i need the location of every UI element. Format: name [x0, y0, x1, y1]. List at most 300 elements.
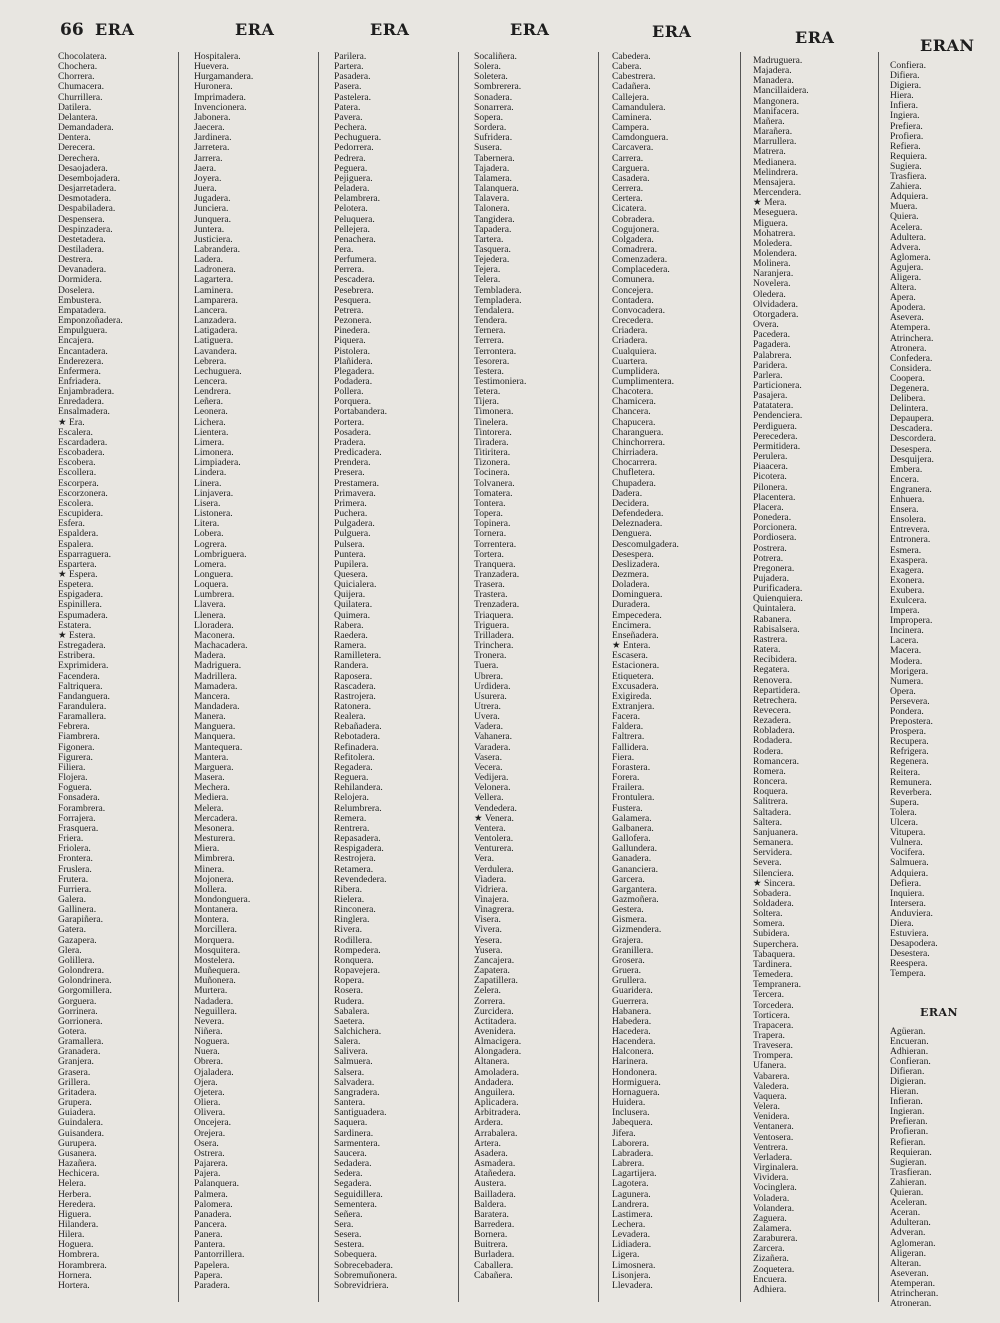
word-entry: Carguera.	[612, 162, 650, 174]
page-number: 66	[60, 20, 84, 40]
word-entry: Colgadera.	[612, 233, 654, 245]
word-entry: Anguilera.	[474, 1086, 515, 1098]
word-entry: Despensera.	[58, 213, 105, 225]
word-entry: Pulgadera.	[334, 518, 375, 530]
word-entry: Pulguera.	[334, 528, 371, 540]
word-entry: Destiladera.	[58, 243, 105, 255]
word-entry: Llavera.	[194, 599, 226, 611]
word-entry: Triaquera.	[474, 609, 514, 621]
word-entry: Digiera.	[890, 80, 922, 92]
word-entry: Herbera.	[58, 1188, 92, 1200]
word-entry: Gorrionera.	[58, 1015, 103, 1027]
word-entry: Tetera.	[474, 386, 501, 398]
word-entry: Lencera.	[194, 376, 228, 387]
word-entry: Desespera.	[612, 548, 654, 560]
word-entry: ★ Venera.	[474, 812, 514, 824]
word-entry: Vasera.	[474, 751, 502, 763]
word-entry: Pechera.	[334, 122, 367, 134]
word-entry: Hacedera.	[612, 1026, 651, 1037]
word-entry: Vera.	[474, 853, 494, 865]
word-entry: Chirriadera.	[612, 447, 659, 459]
word-entry: Aceran.	[890, 1207, 921, 1219]
word-entry: Encueran.	[890, 1035, 929, 1047]
word-entry: Habedera.	[612, 1015, 652, 1027]
word-entry: Rezadera.	[753, 715, 792, 727]
word-entry: Gatera.	[58, 924, 86, 936]
word-entry: Aseveran.	[890, 1267, 929, 1279]
word-entry: Adquiera.	[890, 191, 929, 203]
word-entry: Topera.	[474, 508, 503, 520]
word-entry: Pantera.	[194, 1239, 226, 1251]
word-entry: Guerrera.	[612, 995, 649, 1007]
word-entry: Fandanguera.	[58, 690, 110, 702]
word-entry: Escalera.	[58, 426, 93, 438]
word-entry: Masera.	[194, 772, 225, 784]
word-list	[194, 52, 316, 1291]
word-entry: Palanquera.	[194, 1178, 240, 1190]
word-entry: Ronquera.	[334, 954, 374, 966]
word-entry: Cogujonera.	[612, 223, 660, 235]
word-entry: Destetadera.	[58, 233, 106, 245]
word-entry: Vidriera.	[474, 883, 508, 895]
word-entry: Gruera.	[612, 965, 642, 977]
word-entry: Rodadera.	[753, 735, 793, 747]
word-entry: Salivera.	[334, 1046, 368, 1058]
word-entry: Deslizadera.	[612, 558, 660, 570]
word-entry: Escorpera.	[58, 477, 99, 489]
section-subheading: ERAN	[920, 1005, 959, 1019]
word-entry: Ingiera.	[890, 110, 920, 122]
word-entry: Arbitradera.	[474, 1107, 521, 1119]
word-entry: Escobera.	[58, 457, 96, 469]
word-entry: Rastrojera.	[334, 690, 376, 702]
word-entry: Tuera.	[474, 660, 499, 672]
word-entry: Plegadera.	[334, 365, 375, 377]
word-entry: Regenera.	[890, 756, 929, 768]
word-entry: Limera.	[194, 436, 225, 448]
word-entry: Heredera.	[58, 1198, 96, 1210]
word-entry: Quiera.	[890, 211, 919, 223]
word-entry: Zahiera.	[890, 181, 922, 193]
word-entry: Manadera.	[753, 75, 794, 87]
word-entry: Ringlera.	[334, 914, 370, 926]
word-entry: Perrera.	[334, 264, 365, 276]
word-entry: Opera.	[890, 685, 916, 697]
word-entry: Harinera.	[612, 1056, 648, 1068]
word-entry: Linera.	[194, 477, 222, 489]
word-entry: Sabalera.	[334, 1005, 370, 1017]
word-entry: Osera.	[194, 1137, 219, 1149]
word-entry: Tesorera.	[474, 355, 510, 367]
word-entry: Melera.	[194, 802, 224, 814]
word-entry: Ratera.	[753, 644, 781, 656]
word-entry: Escobadera.	[58, 447, 105, 459]
word-entry: Torticera.	[753, 1009, 790, 1021]
word-entry: Soltera.	[753, 908, 783, 920]
word-entry: Digieran.	[890, 1076, 926, 1087]
word-entry: Purificadera.	[753, 583, 803, 595]
word-entry: Saquera.	[334, 1117, 368, 1129]
column-head-7: ERAN	[920, 36, 975, 55]
word-entry: Repartidera.	[753, 684, 801, 696]
word-entry: Tempranera.	[753, 979, 802, 991]
word-entry: Maconera.	[194, 629, 235, 641]
word-entry: Velera.	[753, 1101, 780, 1113]
word-entry: Avenidera.	[474, 1026, 516, 1037]
word-entry: Dormidera.	[58, 274, 102, 286]
word-entry: Revecera.	[753, 705, 792, 716]
word-entry: Niñera.	[194, 1026, 223, 1037]
word-entry: Estregadera.	[58, 640, 106, 652]
word-entry: Verladera.	[753, 1151, 793, 1163]
word-entry: Adquiera.	[890, 867, 929, 879]
word-entry: Matrera.	[753, 146, 786, 158]
word-entry: Ganadera.	[612, 853, 652, 865]
word-entry: Aceleran.	[890, 1197, 928, 1209]
word-entry: Tabaquera.	[753, 948, 796, 960]
word-list	[474, 52, 596, 1281]
word-entry: Montanera.	[194, 904, 238, 916]
word-entry: Renovera.	[753, 674, 793, 686]
word-entry: Desquijera.	[890, 453, 934, 465]
word-entry: Pagadera.	[753, 339, 791, 351]
word-entry: Saltadera.	[753, 806, 792, 818]
word-entry: Pajera.	[194, 1168, 221, 1180]
word-entry: Reitera.	[890, 766, 921, 778]
word-entry: Plañidera.	[334, 355, 373, 367]
word-entry: Cuartera.	[612, 355, 648, 367]
word-entry: Mondonguera.	[194, 893, 251, 905]
word-entry: Trasfieran.	[890, 1166, 932, 1178]
word-entry: Cumplidera.	[612, 365, 660, 377]
word-entry: Muñequera.	[194, 965, 241, 977]
column-head-4: ERA	[510, 20, 550, 39]
word-entry: Podadera.	[334, 376, 373, 387]
word-entry: Patera.	[334, 101, 361, 113]
word-entry: Extranjera.	[612, 701, 655, 712]
word-entry: Granillera.	[612, 944, 654, 956]
word-entry: Tempera.	[890, 968, 926, 980]
word-entry: Mercadera.	[194, 812, 238, 824]
word-entry: Pollera.	[334, 386, 364, 398]
word-entry: Fiambrera.	[58, 731, 100, 743]
word-entry: Tajadera.	[474, 162, 510, 174]
word-entry: Sera.	[334, 1218, 354, 1230]
word-entry: Artera.	[474, 1137, 501, 1149]
word-entry: Salmuera.	[890, 857, 929, 869]
word-entry: Restrojera.	[334, 853, 376, 865]
word-entry: Puchera.	[334, 508, 368, 520]
word-entry: Ponedera.	[753, 512, 792, 524]
word-entry: Hazañera.	[58, 1158, 97, 1170]
word-entry: Cobradera.	[612, 213, 655, 225]
word-entry: Quimera.	[334, 609, 370, 621]
word-entry: Ramera.	[334, 640, 367, 652]
word-entry: Mohatrera.	[753, 227, 796, 239]
word-entry: Presera.	[334, 467, 365, 479]
word-entry: Pilonera.	[753, 481, 788, 493]
word-entry: Orejera.	[194, 1127, 226, 1139]
word-entry: Robladera.	[753, 725, 795, 737]
word-entry: Pelotera.	[334, 203, 368, 215]
word-entry: Vinagrera.	[474, 904, 515, 916]
word-entry: Vaquera.	[753, 1090, 787, 1102]
word-entry: Manquera.	[194, 731, 236, 743]
word-entry: Aglomeran.	[890, 1237, 936, 1249]
word-entry: Lientera.	[194, 426, 229, 438]
word-entry: Encuera.	[753, 1273, 787, 1285]
word-entry: Entronera.	[890, 534, 931, 546]
word-entry: Otorgadera.	[753, 308, 799, 320]
word-entry: Sobadera.	[753, 887, 792, 899]
word-entry: Comenzadera.	[612, 254, 668, 266]
word-entry: Tintorera.	[474, 426, 512, 438]
word-entry: Camdonguera.	[612, 132, 669, 144]
word-entry: Ratonera.	[334, 701, 372, 712]
word-entry: Macera.	[890, 645, 922, 657]
word-entry: Sobrecebadera.	[334, 1259, 393, 1271]
word-entry: Pechuguera.	[334, 132, 382, 144]
word-entry: Altera.	[890, 282, 917, 294]
word-entry: Voladera.	[753, 1192, 790, 1204]
word-entry: Gismera.	[612, 914, 647, 926]
word-entry: Ingieran.	[890, 1106, 925, 1118]
word-entry: Trapacera.	[753, 1019, 794, 1031]
word-entry: Repasadera.	[334, 833, 381, 845]
word-entry: Lastimera.	[612, 1208, 653, 1220]
word-entry: Panadera.	[194, 1208, 232, 1220]
word-entry: Mantera.	[194, 751, 229, 763]
word-entry: Exulcera.	[890, 594, 927, 606]
word-entry: Actitadera.	[474, 1015, 517, 1027]
word-entry: Enfermera.	[58, 365, 101, 377]
word-entry: Churrillera.	[58, 91, 103, 103]
word-entry: Palomera.	[194, 1198, 233, 1210]
word-entry: Buitrera.	[474, 1239, 508, 1251]
word-entry: Adulteran.	[890, 1217, 931, 1229]
word-entry: Exigireda.	[612, 690, 652, 702]
word-entry: Furriera.	[58, 883, 92, 895]
word-entry: Zarcera.	[753, 1243, 785, 1255]
word-entry: Ojera.	[194, 1076, 218, 1088]
word-entry: Enderezera.	[58, 355, 104, 367]
word-entry: Halconera.	[612, 1046, 654, 1058]
word-entry: Delantera.	[58, 111, 98, 123]
word-entry: Fonsadera.	[58, 792, 100, 804]
word-entry: Viadera.	[474, 873, 507, 885]
word-entry: Aligeran.	[890, 1247, 926, 1259]
word-entry: Mandadera.	[194, 701, 240, 712]
word-entry: Torrentera.	[474, 538, 517, 550]
word-entry: Majadera.	[753, 65, 792, 77]
word-entry: Pesquera.	[334, 294, 372, 306]
word-entry: Pacedera.	[753, 329, 791, 341]
word-entry: Faramallera.	[58, 711, 107, 723]
word-entry: Nadadera.	[194, 995, 234, 1007]
word-entry: Sesera.	[334, 1229, 362, 1241]
word-entry: Comunera.	[612, 274, 655, 286]
word-entry: Rielera.	[334, 893, 365, 905]
word-entry: Santiguadera.	[334, 1107, 387, 1119]
word-entry: Zurcidera.	[474, 1005, 514, 1017]
word-entry: Ufanera.	[753, 1060, 787, 1072]
word-entry: Hilandera.	[58, 1218, 99, 1230]
word-entry: Laborera.	[612, 1137, 650, 1149]
word-entry: Profiera.	[890, 130, 924, 142]
word-entry: Dominguera.	[612, 589, 663, 601]
word-entry: Sombrerera.	[474, 81, 522, 93]
word-entry: Gizmendera.	[612, 924, 662, 936]
word-entry: Testera.	[474, 365, 504, 377]
word-entry: Granadera.	[58, 1046, 101, 1058]
column-head-6: ERA	[795, 28, 835, 47]
word-entry: Nuera.	[194, 1046, 220, 1058]
word-entry: Pendenciera.	[753, 410, 803, 422]
word-entry: Mechera.	[194, 782, 230, 794]
word-entry: Prendera.	[334, 457, 371, 469]
word-entry: Agujera.	[890, 261, 924, 273]
word-entry: Pedorrera.	[334, 142, 374, 154]
word-entry: Empecedera.	[612, 609, 662, 621]
word-entry: Venturera.	[474, 843, 514, 855]
word-entry: Soldadera.	[753, 897, 794, 909]
word-entry: Guaridera.	[612, 985, 653, 997]
word-entry: ★ Espera.	[58, 568, 98, 580]
word-entry: Carcavera.	[612, 142, 654, 154]
word-entry: Rehilandera.	[334, 782, 383, 794]
word-entry: Peguera.	[334, 162, 368, 174]
word-entry: Somera.	[753, 918, 785, 930]
word-entry: Encera.	[890, 473, 920, 485]
word-entry: Considera.	[890, 362, 932, 374]
word-entry: Quicialera.	[334, 579, 377, 591]
word-entry: Lloradera.	[194, 619, 234, 631]
word-entry: Perecedera.	[753, 430, 798, 442]
word-entry: Estacionera.	[612, 660, 660, 672]
word-entry: Empulguera.	[58, 325, 108, 337]
word-entry: Gorguera.	[58, 995, 97, 1007]
word-entry: Caminera.	[612, 111, 652, 123]
word-entry: Junciera.	[194, 203, 229, 215]
word-entry: Tranquera.	[474, 558, 516, 570]
word-entry: Obrera.	[194, 1056, 224, 1068]
word-entry: Alteran.	[890, 1257, 922, 1269]
word-entry: Datilera.	[58, 101, 92, 113]
word-entry: Comadrera.	[612, 243, 658, 255]
word-entry: Perdiguera.	[753, 420, 797, 432]
word-entry: Vellera.	[474, 792, 504, 804]
word-entry: Pezonera.	[334, 315, 372, 327]
word-entry: Madruguera.	[753, 56, 803, 66]
word-entry: Ojaladera.	[194, 1066, 234, 1078]
word-entry: Quilatera.	[334, 599, 373, 611]
word-entry: Exprimidera.	[58, 660, 109, 672]
word-entry: Rodillera.	[334, 934, 373, 946]
word-entry: Intersera.	[890, 897, 926, 909]
word-entry: Mantequera.	[194, 741, 243, 753]
word-entry: Gusanera.	[58, 1147, 97, 1159]
word-entry: Reverbera.	[890, 786, 932, 798]
word-entry: Hoguera.	[58, 1239, 94, 1251]
word-entry: Sedadera.	[334, 1158, 372, 1170]
word-entry: Tartera.	[474, 233, 504, 245]
word-entry: Rivera.	[334, 924, 362, 936]
word-entry: Escupidera.	[58, 508, 104, 520]
word-entry: Fallidera.	[612, 741, 649, 753]
word-entry: Chamicera.	[612, 396, 656, 408]
word-entry: Chocarrera.	[612, 457, 658, 469]
word-entry: Soletera.	[474, 71, 508, 83]
word-entry: Molendera.	[753, 247, 797, 259]
word-entry: Altanera.	[474, 1056, 510, 1068]
word-entry: Sobrevidriera.	[334, 1279, 389, 1291]
word-entry: Galamera.	[612, 812, 652, 824]
word-entry: Bornera.	[474, 1229, 508, 1241]
word-entry: Machacadera.	[194, 640, 248, 652]
word-entry: Infieran.	[890, 1096, 923, 1108]
word-entry: Sestera.	[334, 1239, 365, 1251]
word-entry: Mancillaidera.	[753, 85, 809, 97]
word-entry: Tasquera.	[474, 243, 511, 255]
word-entry: Friera.	[58, 833, 84, 845]
word-entry: Ventrera.	[753, 1141, 788, 1153]
word-entry: Gestera.	[612, 904, 644, 916]
word-entry: Rastrera.	[753, 633, 788, 645]
word-entry: Criadera.	[612, 325, 648, 337]
word-entry: Gramallera.	[58, 1036, 104, 1048]
word-entry: Chumacera.	[58, 81, 105, 93]
word-entry: Golillera.	[58, 954, 95, 966]
word-entry: Rabera.	[334, 619, 364, 631]
word-entry: Levadera.	[612, 1229, 651, 1241]
word-entry: Timonera.	[474, 406, 514, 418]
word-entry: Ardera.	[474, 1117, 504, 1129]
word-entry: Excusadera.	[612, 680, 659, 692]
word-entry: Criadera.	[612, 335, 648, 347]
word-entry: Golondrera.	[58, 965, 105, 977]
word-entry: Tolvanera.	[474, 477, 515, 489]
word-entry: Concejera.	[612, 284, 654, 296]
word-entry: Marañera.	[753, 126, 793, 138]
word-entry: Verdulera.	[474, 863, 514, 875]
word-entry: Cumplimentera.	[612, 376, 675, 387]
word-entry: Latigadera.	[194, 325, 238, 337]
word-entry: Trinchera.	[474, 640, 514, 652]
word-entry: Arrabalera.	[474, 1127, 518, 1139]
word-entry: Estatera.	[58, 619, 92, 631]
word-entry: Desestera.	[890, 948, 930, 960]
column-head-3: ERA	[370, 20, 410, 39]
word-entry: Tapadera.	[474, 223, 512, 235]
word-entry: Hilera.	[58, 1229, 85, 1241]
word-entry: Templadera.	[474, 294, 522, 306]
word-entry: Derechera.	[58, 152, 100, 164]
word-entry: Chocolatera.	[58, 52, 107, 62]
word-list	[612, 52, 738, 1291]
word-entry: Ventera.	[474, 822, 506, 834]
word-entry: Rascadera.	[334, 680, 376, 692]
word-entry: Tardinera.	[753, 958, 793, 970]
word-entry: Jaera.	[194, 162, 217, 174]
word-entry: Dadera.	[612, 487, 643, 499]
word-entry: Atronera.	[890, 342, 927, 354]
word-entry: Reespera.	[890, 958, 928, 970]
column-divider	[878, 52, 879, 1302]
word-entry: Volandera.	[753, 1202, 795, 1214]
word-entry: Entrevera.	[890, 524, 930, 536]
word-entry: Servidera.	[753, 847, 793, 859]
word-entry: Cabera.	[612, 61, 642, 73]
